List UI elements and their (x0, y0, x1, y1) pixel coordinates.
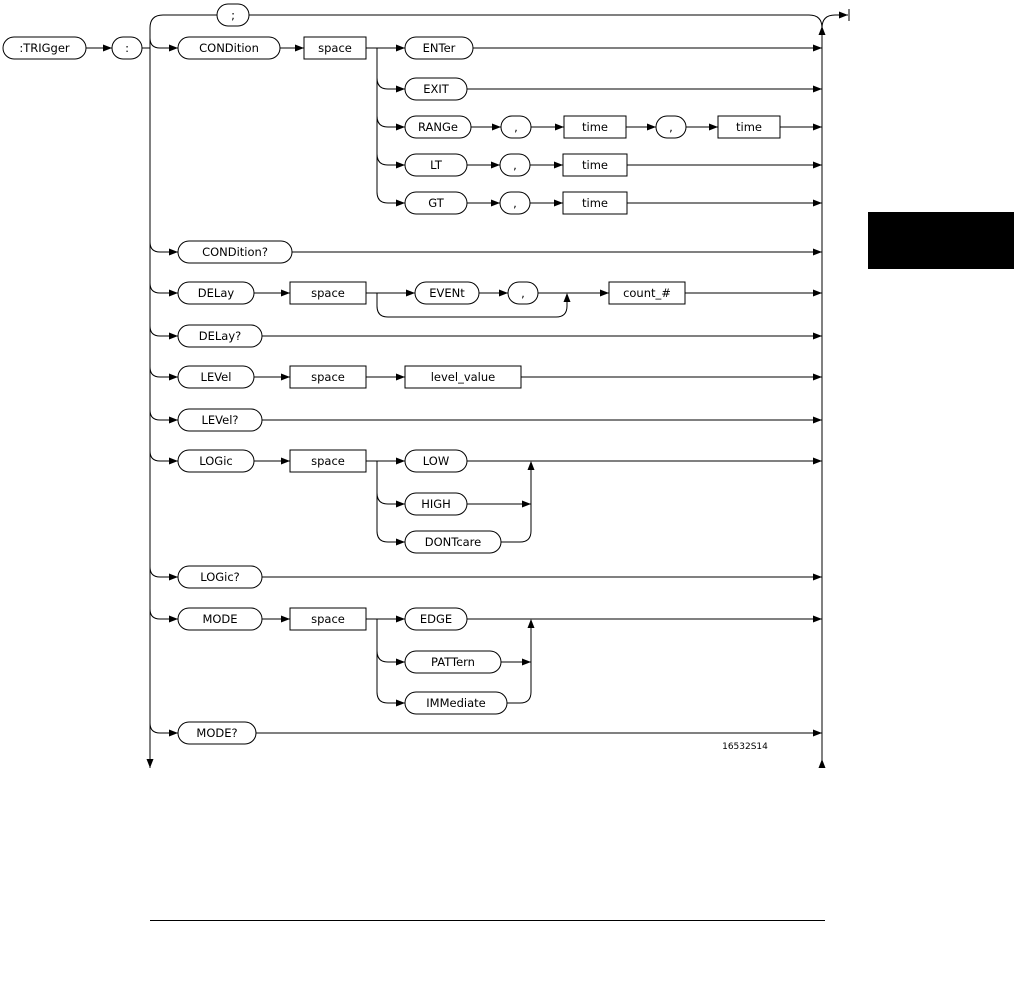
node-count (609, 282, 685, 304)
node-mode-query (178, 722, 256, 744)
node-level-value (405, 366, 521, 388)
section-tab-marker (868, 212, 1014, 269)
arrowhead-right (839, 12, 848, 19)
node-comma-range-2 (656, 116, 686, 138)
arrowhead-right (169, 417, 178, 424)
arrowhead-right (169, 290, 178, 297)
connector-curve (377, 192, 388, 203)
node-delay (178, 282, 254, 304)
node-event (415, 282, 479, 304)
arrowhead-right (169, 730, 178, 737)
arrowhead-right (600, 290, 609, 297)
node-delay-query (178, 325, 262, 347)
arrowhead-right (396, 501, 405, 508)
syntax-nodes (3, 4, 780, 744)
arrowhead-right (813, 730, 822, 737)
arrowhead-right (813, 616, 822, 623)
arrowhead-right (491, 200, 500, 207)
node-space-condition (304, 37, 366, 59)
node-label: LOW (422, 454, 450, 468)
arrowhead-up (819, 759, 826, 768)
node-label: MODE (202, 612, 238, 626)
node-label: LT (430, 158, 442, 172)
node-label: HIGH (421, 497, 451, 511)
node-label: space (311, 454, 345, 468)
connector-curve (150, 451, 160, 461)
arrowhead-right (169, 616, 178, 623)
node-label: DELay (197, 286, 235, 300)
node-label: EVENt (429, 286, 465, 300)
node-label: LOGic? (200, 570, 240, 584)
node-label: , (669, 120, 673, 134)
arrowhead-right (396, 700, 405, 707)
node-lt (405, 154, 467, 176)
node-immediate (405, 692, 507, 714)
node-label: DELay? (198, 329, 242, 343)
arrowhead-up (528, 619, 535, 628)
arrowhead-up (528, 461, 535, 470)
arrowhead-right (813, 162, 822, 169)
node-condition (178, 37, 280, 59)
node-label: space (311, 612, 345, 626)
arrowhead-right (396, 458, 405, 465)
node-label: CONDition (199, 41, 259, 55)
node-label: LOGic (199, 454, 233, 468)
connector-curve (556, 306, 567, 317)
connector-curve (150, 609, 160, 619)
arrowhead-right (555, 124, 564, 131)
arrowhead-right (281, 616, 290, 623)
arrowhead-right (813, 458, 822, 465)
node-label: level_value (430, 370, 496, 384)
node-separator (217, 4, 249, 26)
node-space-level (290, 366, 366, 388)
node-comma-lt (500, 154, 530, 176)
connector-curve (150, 567, 160, 577)
node-high (405, 493, 467, 515)
node-label: LEVel? (201, 413, 239, 427)
node-logic-query (178, 566, 262, 588)
arrowhead-right (396, 374, 405, 381)
node-label: ; (231, 8, 235, 22)
arrowhead-right (281, 458, 290, 465)
connector-curve (150, 242, 160, 252)
connector-curve (520, 692, 531, 703)
arrowhead-right (103, 45, 112, 52)
arrowhead-right (709, 124, 718, 131)
arrowhead-right (813, 86, 822, 93)
arrowhead-down (147, 759, 154, 768)
arrowhead-right (169, 574, 178, 581)
footer-rule (150, 920, 825, 921)
node-comma-event (508, 282, 538, 304)
node-label: MODE? (196, 726, 238, 740)
node-level-query (178, 409, 262, 431)
arrowhead-right (554, 162, 563, 169)
arrowhead-right (813, 333, 822, 340)
node-label: , (513, 158, 517, 172)
node-comma-range-1 (501, 116, 531, 138)
connector-curve (809, 15, 822, 28)
node-range (405, 116, 471, 138)
arrowhead-right (396, 200, 405, 207)
node-label: space (318, 41, 352, 55)
node-gt (405, 192, 467, 214)
connector-curve (520, 531, 531, 542)
node-label: time (582, 120, 608, 134)
arrowhead-right (396, 86, 405, 93)
node-time-range-1 (564, 116, 626, 138)
node-label: space (311, 286, 345, 300)
arrowhead-right (813, 249, 822, 256)
arrowhead-right (813, 45, 822, 52)
connector-curve (377, 531, 388, 542)
connector-curve (377, 78, 388, 89)
node-mode (178, 608, 262, 630)
arrowhead-right (295, 45, 304, 52)
node-label: , (513, 196, 517, 210)
node-label: EDGE (419, 612, 453, 626)
arrowhead-right (813, 290, 822, 297)
connector-curve (150, 723, 160, 733)
arrowhead-up (564, 293, 571, 302)
connector-curve (150, 410, 160, 420)
node-time-lt (563, 154, 627, 176)
figure-id: 16532S14 (722, 742, 768, 752)
node-label: space (311, 370, 345, 384)
arrowhead-right (492, 124, 501, 131)
node-logic (178, 450, 254, 472)
node-comma-gt (500, 192, 530, 214)
node-label: IMMediate (426, 696, 486, 710)
node-edge (405, 608, 467, 630)
arrowhead-right (813, 574, 822, 581)
node-pattern (405, 651, 501, 673)
connector-curve (822, 15, 835, 28)
arrowhead-right (169, 45, 178, 52)
node-label: count_# (623, 286, 671, 300)
arrowhead-right (406, 290, 415, 297)
arrowhead-right (396, 162, 405, 169)
connector-curve (150, 326, 160, 336)
arrowhead-right (396, 616, 405, 623)
arrowhead-right (647, 124, 656, 131)
arrowhead-right (554, 200, 563, 207)
node-label: PATTern (431, 655, 475, 669)
connector-curve (150, 15, 163, 28)
connector-curve (377, 493, 388, 504)
node-enter (405, 37, 473, 59)
arrowhead-right (813, 124, 822, 131)
node-label: time (736, 120, 762, 134)
node-label: time (582, 196, 608, 210)
node-label: GT (428, 196, 444, 210)
node-root (3, 37, 86, 59)
arrowhead-right (396, 539, 405, 546)
connector-curve (377, 306, 388, 317)
arrowhead-right (522, 659, 531, 666)
node-label: EXIT (423, 82, 449, 96)
node-label: : (125, 41, 129, 55)
node-time-gt (563, 192, 627, 214)
arrowhead-right (813, 374, 822, 381)
arrowhead-right (396, 124, 405, 131)
node-low (405, 450, 467, 472)
node-exit (405, 78, 467, 100)
node-label: DONTcare (424, 535, 482, 549)
arrowhead-right (281, 290, 290, 297)
node-colon (112, 37, 142, 59)
arrowhead-right (169, 333, 178, 340)
node-condition-query (178, 241, 292, 263)
node-space-delay (290, 282, 366, 304)
node-space-mode (290, 608, 366, 630)
arrowhead-right (522, 501, 531, 508)
node-dontcare (405, 531, 501, 553)
connector-curve (150, 283, 160, 293)
node-label: CONDition? (202, 245, 268, 259)
arrowhead-right (281, 374, 290, 381)
arrowhead-right (499, 290, 508, 297)
node-space-logic (290, 450, 366, 472)
connector-curve (150, 367, 160, 377)
arrowhead-right (396, 659, 405, 666)
connector-curve (377, 116, 388, 127)
connector-curve (377, 692, 388, 703)
node-label: LEVel (200, 370, 232, 384)
connector-curve (150, 38, 160, 48)
node-time-range-2 (718, 116, 780, 138)
arrowhead-right (169, 249, 178, 256)
arrowhead-right (491, 162, 500, 169)
arrowhead-right (813, 200, 822, 207)
arrowhead-right (169, 374, 178, 381)
arrowhead-right (813, 417, 822, 424)
node-label: , (521, 286, 525, 300)
connector-curve (377, 651, 388, 662)
arrowhead-right (396, 45, 405, 52)
arrowhead-right (169, 458, 178, 465)
node-label: RANGe (418, 120, 458, 134)
node-label: , (514, 120, 518, 134)
connector-curve (377, 154, 388, 165)
node-level (178, 366, 254, 388)
node-label: time (582, 158, 608, 172)
node-label: ENTer (422, 41, 456, 55)
node-label: :TRIGger (19, 41, 70, 55)
